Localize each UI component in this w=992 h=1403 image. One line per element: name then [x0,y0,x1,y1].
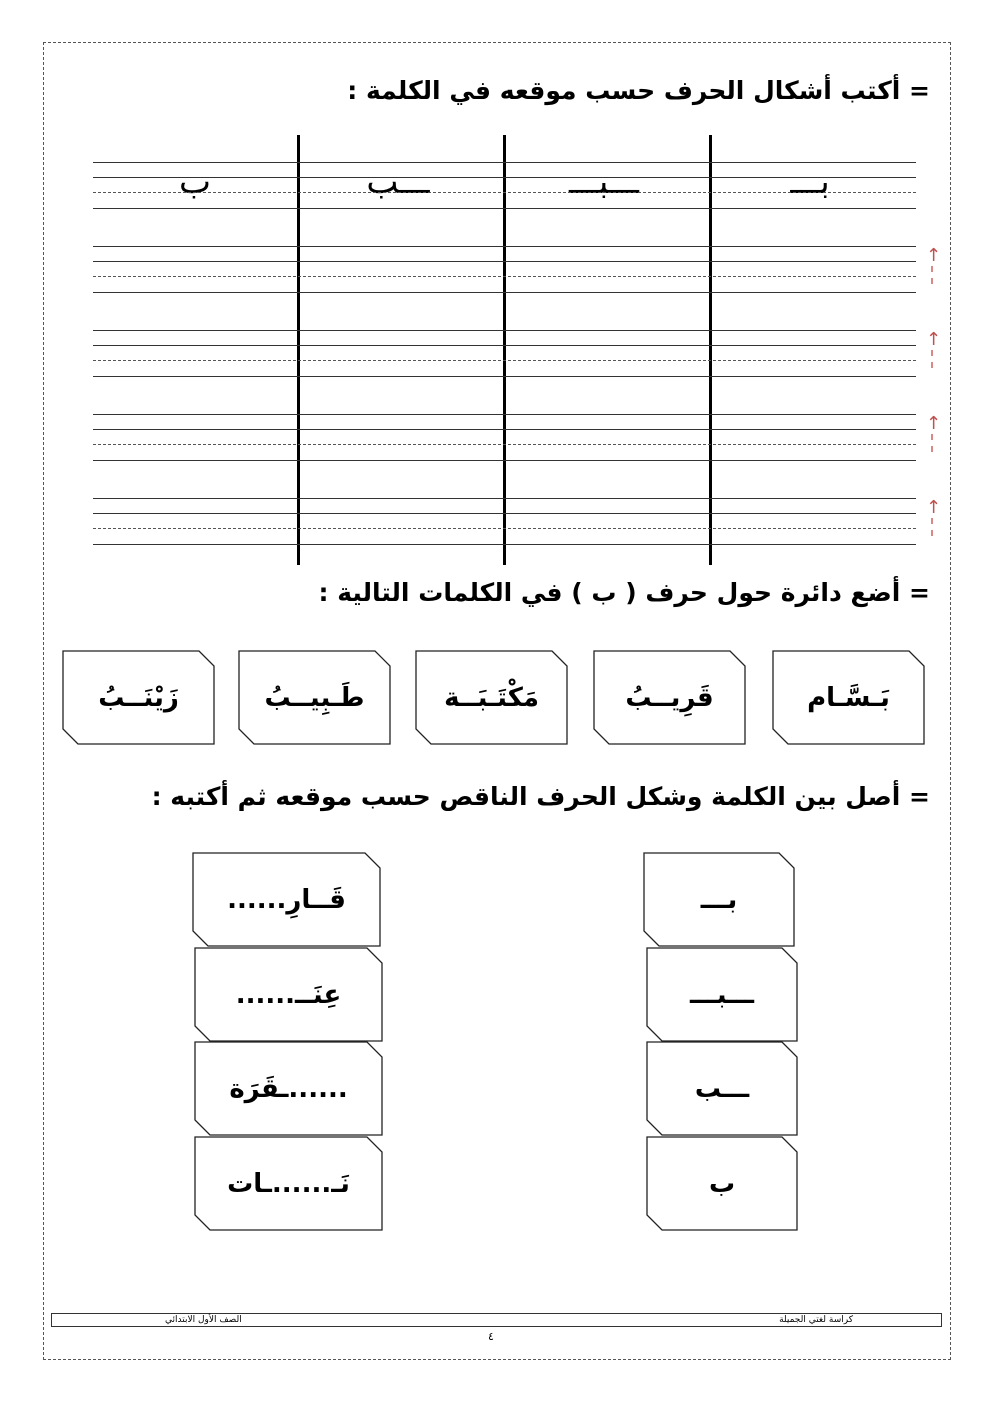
card-text: قَرِيــبُ [625,682,714,713]
up-arrow-icon: ↑ [926,416,940,452]
guide-line-dashed [93,444,916,445]
guide-line-dashed [93,360,916,361]
guide-line [93,261,916,262]
instruction-write-forms: = أكتب أشكال الحرف حسب موقعه في الكلمة : [347,76,930,105]
letter-form-initial: بـــ [790,162,830,202]
letter-form-medial: ـــبـــ [568,162,640,202]
incomplete-word-card[interactable] [192,852,381,947]
card-text: ـــب [694,1073,750,1104]
letter-form-card[interactable] [643,852,795,947]
guide-line-dashed [93,528,916,529]
guide-line [93,414,916,415]
guide-line [93,376,916,377]
guide-line [93,345,916,346]
guide-line [93,246,916,247]
card-text: ـــبـــ [690,979,754,1010]
card-text: ......ـقَرَة [229,1073,348,1104]
instruction-circle-letter: = أضع دائرة حول حرف ( ب ) في الكلمات التالية : [318,578,930,607]
card-text: بَـسَّـام [807,682,890,713]
incomplete-word-card[interactable] [194,1041,383,1136]
guide-line [93,544,916,545]
card-text: بـــ [700,884,738,915]
guide-line-dashed [93,276,916,277]
guide-line [93,498,916,499]
card-text: مَكْتَـبَــة [444,682,539,713]
guide-line [93,460,916,461]
grade-label: الصف الأول الابتدائي [165,1315,242,1325]
up-arrow-icon: ↑ [926,332,940,368]
card-text: زَيْنَــبُ [98,682,179,713]
instruction-match: = أصل بين الكلمة وشكل الحرف الناقص حسب موقعه ثم أكتبه : [151,782,930,811]
incomplete-word-card[interactable] [194,947,383,1042]
up-arrow-icon: ↑ [926,248,940,284]
guide-line [93,429,916,430]
card-text: عِنَــ...... [235,979,342,1010]
guide-line [93,177,916,178]
letter-form-final: ـــب [366,162,430,202]
card-text: قَــارِ...... [227,884,346,915]
up-arrow-icon: ↑ [926,500,940,536]
card-text: نَـ......ـات [227,1168,350,1199]
letter-form-card[interactable] [646,947,798,1042]
letter-form-card[interactable] [646,1136,798,1231]
guide-line [93,162,916,163]
letter-form-isolated: ب [178,162,211,202]
guide-line [93,513,916,514]
book-title: كراسة لغتي الجميلة [779,1315,853,1325]
word-card[interactable] [593,650,746,745]
card-text: طَـبِيــبُ [264,682,365,713]
word-card[interactable] [238,650,391,745]
word-card[interactable] [772,650,925,745]
letter-form-card[interactable] [646,1041,798,1136]
page-number: ٤ [488,1330,494,1343]
footer-bar [51,1313,942,1327]
guide-line-dashed [93,192,916,193]
incomplete-word-card[interactable] [194,1136,383,1231]
word-card[interactable] [415,650,568,745]
card-text: ب [708,1168,736,1199]
guide-line [93,330,916,331]
word-card[interactable] [62,650,215,745]
guide-line [93,208,916,209]
guide-line [93,292,916,293]
